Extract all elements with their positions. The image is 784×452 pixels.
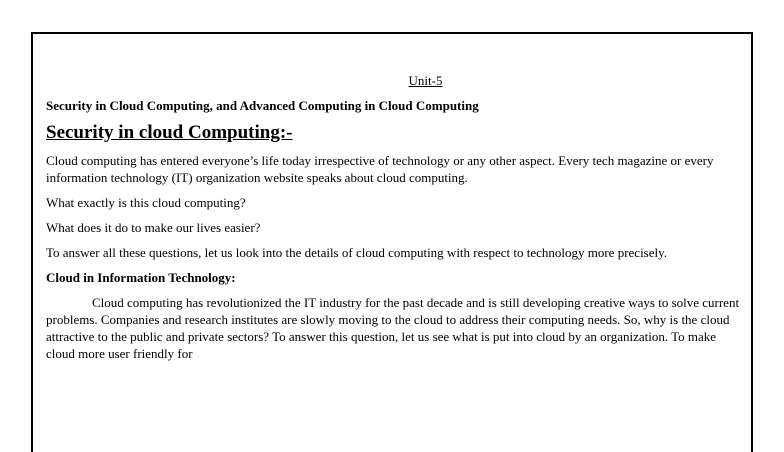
document-subtitle: Security in Cloud Computing, and Advanced Computing in Cloud Computing (46, 98, 479, 113)
answer-paragraph: To answer all these questions, let us look into the details of cloud computing with respect to technology more precisely. (46, 245, 668, 260)
section-heading: Security in cloud Computing:- (46, 122, 293, 143)
intro-paragraph: Cloud computing has entered everyone’s life today irrespective of technology or any other aspect. Every tech magazine or every information technology (IT) organization website speaks about cloud computing. (46, 153, 714, 185)
question-paragraph-2: What does it do to make our lives easier? (46, 220, 261, 235)
sub-heading: Cloud in Information Technology: (46, 270, 236, 285)
document-page (31, 32, 753, 452)
question-paragraph-1: What exactly is this cloud computing? (46, 195, 246, 210)
body-paragraph: Cloud computing has revolutionized the IT industry for the past decade and is still developing creative ways to solve current problems. Companies and research institutes are slowly moving to the cloud to address their computing needs. So, why is the cloud attractive to the public and private sectors? To answer this question, let us see what is put into cloud by an organization. To make cloud more user friendly for (46, 295, 740, 361)
unit-title: Unit-5 (408, 73, 443, 88)
document-content (46, 72, 741, 370)
